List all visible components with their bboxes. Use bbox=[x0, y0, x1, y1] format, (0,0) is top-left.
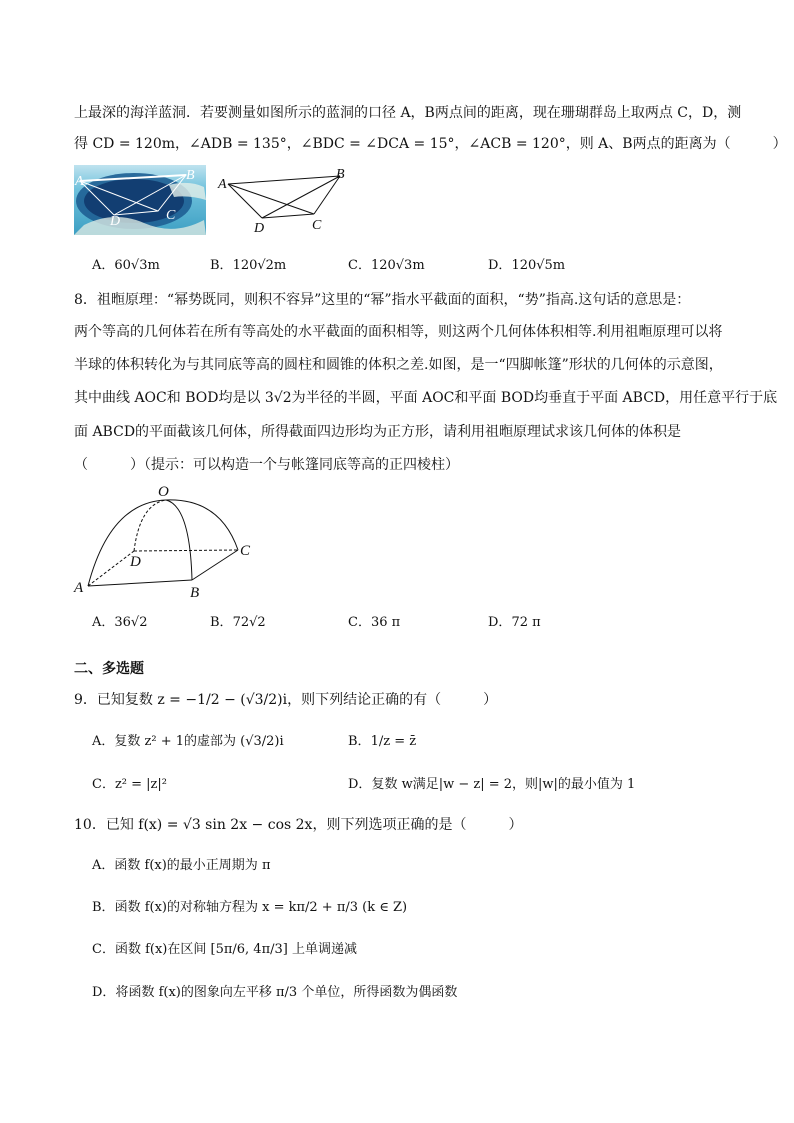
photo-label-a: A bbox=[75, 174, 84, 189]
q8-line-5: 面 ABCD的平面截该几何体，所得截面四边形均为正方形，请利用祖暅原理试求该几何体的体积是 bbox=[74, 424, 682, 440]
fig8-label-o: O bbox=[158, 484, 169, 500]
q8-option-a: A．36√2 bbox=[92, 615, 148, 630]
q7-option-d: D．120√5m bbox=[488, 258, 566, 273]
fig8-label-c: C bbox=[240, 543, 251, 559]
q8-line-6: （ ）（提示：可以构造一个与帐篷同底等高的正四棱柱） bbox=[74, 457, 459, 473]
q10-option-b: B．函数 f(x)的对称轴方程为 x = kπ/2 + π/3 (k ∈ Z) bbox=[92, 900, 408, 915]
q10-option-d: D．将函数 f(x)的图象向左平移 π/3 个单位，所得函数为偶函数 bbox=[92, 985, 458, 1000]
q7-option-b: B．120√2m bbox=[210, 258, 287, 273]
q10-option-a: A．函数 f(x)的最小正周期为 π bbox=[92, 858, 271, 873]
fig8-label-a: A bbox=[74, 580, 84, 596]
q10-stem: 10．已知 f(x) = √3 sin 2x − cos 2x，则下列选项正确的是（ ） bbox=[74, 817, 523, 833]
fig8-label-b: B bbox=[190, 585, 200, 601]
tent-figure bbox=[70, 482, 270, 602]
q9-stem: 9．已知复数 z = −1/2 − (√3/2)i，则下列结论正确的有（ ） bbox=[74, 692, 498, 708]
q8-line-2: 两个等高的几何体若在所有等高处的水平截面的面积相等，则这两个几何体体积相等.利用祖暅原理可以将 bbox=[74, 324, 723, 340]
q7-line-1: 上最深的海洋蓝洞．若要测量如图所示的蓝洞的口径 A，B两点间的距离，现在珊瑚群岛上取两点 C，D，测 bbox=[74, 105, 742, 121]
q8-option-b: B．72√2 bbox=[210, 615, 266, 630]
q9-option-a: A．复数 z² + 1的虚部为 (√3/2)i bbox=[92, 734, 284, 749]
q9-option-d: D．复数 w满足|w − z| = 2，则|w|的最小值为 1 bbox=[348, 777, 636, 792]
q7-option-c: C．120√3m bbox=[348, 258, 425, 273]
q7-line-2: 得 CD = 120m，∠ADB = 135°，∠BDC = ∠DCA = 15°，∠ACB = 120°，则 A、B两点的距离为（ ） bbox=[74, 136, 787, 152]
fig7-label-d: D bbox=[254, 221, 265, 236]
q9-option-b: B．1/z = z̄ bbox=[348, 734, 417, 749]
photo-label-c: C bbox=[166, 208, 176, 223]
photo-label-d: D bbox=[110, 214, 121, 229]
section-title: 二、多选题 bbox=[74, 661, 144, 677]
fig8-label-d: D bbox=[130, 554, 141, 570]
q8-line-4: 其中曲线 AOC和 BOD均是以 3√2为半径的半圆，平面 AOC和平面 BOD均垂直于平面 ABCD，用任意平行于底 bbox=[74, 390, 778, 406]
q8-option-d: D．72 π bbox=[488, 615, 541, 630]
blue-hole-photo bbox=[74, 165, 206, 235]
q8-option-c: C．36 π bbox=[348, 615, 401, 630]
q7-geometry-figure bbox=[218, 167, 348, 242]
fig7-label-a: A bbox=[218, 177, 227, 192]
fig7-label-c: C bbox=[312, 218, 322, 233]
q9-option-c: C．z² = |z|² bbox=[92, 777, 167, 792]
q8-line-1: 8．祖暅原理：“幂势既同，则积不容异”这里的“幂”指水平截面的面积，“势”指高.这句话的意思是： bbox=[74, 292, 691, 308]
fig7-label-b: B bbox=[336, 167, 345, 182]
q10-option-c: C．函数 f(x)在区间 [5π/6, 4π/3] 上单调递减 bbox=[92, 942, 357, 957]
photo-label-b: B bbox=[186, 168, 195, 183]
q7-option-a: A．60√3m bbox=[92, 258, 160, 273]
q8-line-3: 半球的体积转化为与其同底等高的圆柱和圆锥的体积之差.如图，是一“四脚帐篷”形状的几何体的示意图， bbox=[74, 357, 723, 373]
